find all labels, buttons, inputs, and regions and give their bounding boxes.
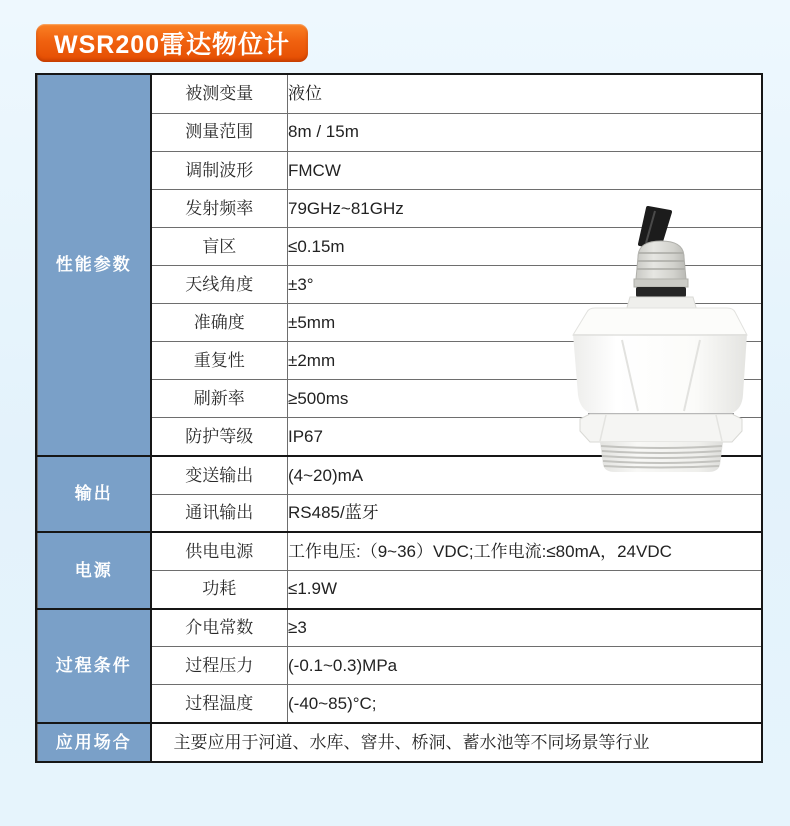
threaded-stem (600, 442, 723, 472)
category-cell: 性能参数 (38, 75, 151, 456)
value-cell: ±3° (288, 266, 762, 304)
value-cell: IP67 (288, 418, 762, 456)
param-cell: 防护等级 (151, 418, 288, 456)
value-cell: RS485/蓝牙 (288, 494, 762, 532)
value-cell: 79GHz~81GHz (288, 189, 762, 227)
table-row (38, 75, 762, 113)
param-cell: 发射频率 (151, 189, 288, 227)
category-cell: 电源 (38, 532, 151, 608)
value-cell: 工作电压:（9~36）VDC;工作电流:≤80mA，24VDC (288, 532, 762, 570)
param-cell: 通讯输出 (151, 494, 288, 532)
value-cell: ≤1.9W (288, 570, 762, 608)
table-row (38, 532, 762, 570)
value-cell: ±5mm (288, 304, 762, 342)
category-cell: 应用场合 (38, 723, 151, 761)
param-cell: 功耗 (151, 570, 288, 608)
table-row (38, 609, 762, 647)
category-cell: 过程条件 (38, 609, 151, 723)
value-cell: 液位 (288, 75, 762, 113)
title-badge (36, 24, 308, 62)
param-cell: 刷新率 (151, 380, 288, 418)
param-cell: 测量范围 (151, 113, 288, 151)
value-cell: ≥3 (288, 609, 762, 647)
param-cell: 被测变量 (151, 75, 288, 113)
param-cell: 变送输出 (151, 456, 288, 494)
category-cell: 输出 (38, 456, 151, 532)
value-cell: ≥500ms (288, 380, 762, 418)
param-cell: 准确度 (151, 304, 288, 342)
cable-gland (634, 241, 688, 297)
value-cell: (-40~85)°C; (288, 685, 762, 723)
param-cell: 调制波形 (151, 151, 288, 189)
value-cell: ≤0.15m (288, 227, 762, 265)
param-cell: 过程温度 (151, 685, 288, 723)
param-cell: 重复性 (151, 342, 288, 380)
value-cell: FMCW (288, 151, 762, 189)
value-cell: ±2mm (288, 342, 762, 380)
value-cell: (4~20)mA (288, 456, 762, 494)
value-cell-full: 主要应用于河道、水库、窨井、桥洞、蓄水池等不同场景等行业 (151, 723, 762, 761)
body-cone (573, 334, 747, 413)
param-cell: 介电常数 (151, 609, 288, 647)
value-cell: (-0.1~0.3)MPa (288, 647, 762, 685)
radar-level-sensor-photo (560, 195, 760, 475)
page-title: WSR200雷达物位计 (54, 31, 291, 59)
body-top (573, 308, 747, 335)
table-row (38, 723, 762, 761)
param-cell: 盲区 (151, 227, 288, 265)
param-cell: 天线角度 (151, 266, 288, 304)
value-cell: 8m / 15m (288, 113, 762, 151)
param-cell: 供电电源 (151, 532, 288, 570)
flange-nut (580, 414, 742, 442)
param-cell: 过程压力 (151, 647, 288, 685)
